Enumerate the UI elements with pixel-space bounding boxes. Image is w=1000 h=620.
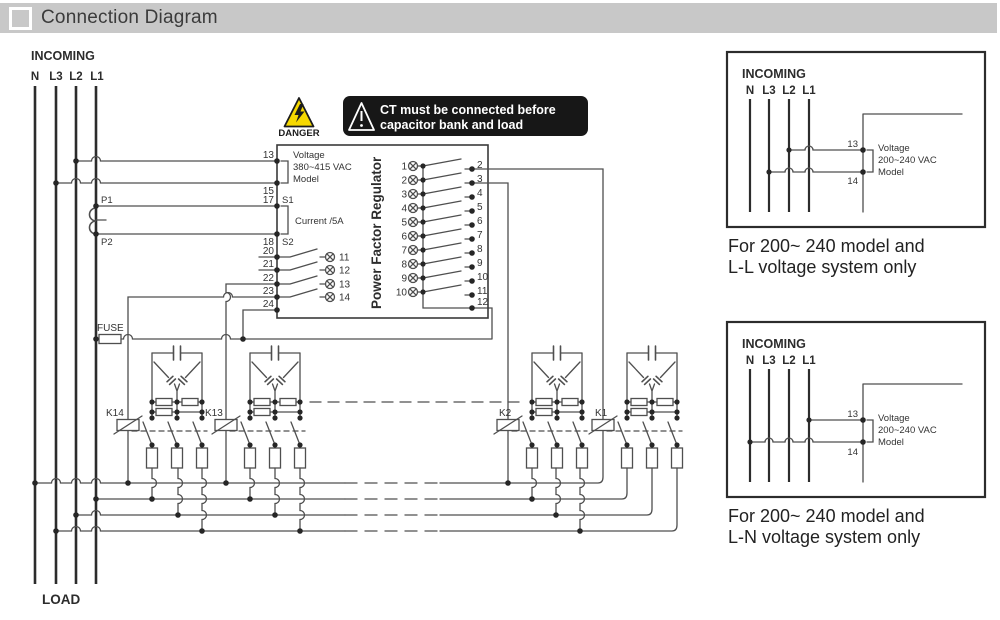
step-lamp-label-7: 7 <box>401 245 407 257</box>
output-terminal-label-8: 8 <box>477 244 483 255</box>
contactor-label-k14: K14 <box>106 408 124 419</box>
inset-ln-voltage-note-2: 200~240 VAC <box>878 425 937 436</box>
step-lamp-label-8: 8 <box>401 259 407 271</box>
voltage-note-2: 380~415 VAC <box>293 162 352 173</box>
junction-dots <box>32 158 583 534</box>
fuse-branch <box>96 308 492 344</box>
terminal-label-18: 18 <box>262 237 274 248</box>
inset-ln-phase-l1: L1 <box>802 355 816 367</box>
inset-ll-phase-l2: L2 <box>782 85 796 97</box>
terminal-label-23: 23 <box>262 286 274 297</box>
inset-ll-phase-n: N <box>745 85 755 97</box>
step-rows <box>409 159 473 297</box>
step-lamp-label-4: 4 <box>401 203 407 215</box>
alarm-lamp-label-13: 13 <box>339 279 351 291</box>
regulator-box <box>259 145 489 318</box>
inset-ln-phase-n: N <box>745 355 755 367</box>
output-terminal-label-4: 4 <box>477 188 483 199</box>
voltage-note-1: Voltage <box>293 150 325 161</box>
terminal-label-20: 20 <box>262 246 274 257</box>
load-label: LOAD <box>42 592 81 607</box>
inset-ln-voltage <box>727 322 985 547</box>
contactor-label-k1: K1 <box>595 408 608 419</box>
inset-ll-terminal-13: 13 <box>847 139 858 150</box>
danger-sign <box>278 98 319 139</box>
inset-ln-voltage-note-3: Model <box>878 437 904 448</box>
ct-transformer <box>90 195 278 248</box>
inset-ll-incoming-label: INCOMING <box>742 67 806 81</box>
s2-label: S2 <box>282 237 294 248</box>
main-diagram <box>31 49 683 607</box>
inset-ll-caption-2: L-L voltage system only <box>728 257 917 277</box>
output-terminal-label-7: 7 <box>477 230 483 241</box>
voltage-note-3: Model <box>293 174 319 185</box>
step-contact-bank <box>396 159 489 308</box>
inset-ln-phase-l2: L2 <box>782 355 796 367</box>
ct-p1-label: P1 <box>101 195 113 206</box>
inset-ln-phase-l3: L3 <box>762 355 776 367</box>
alarm-lamp-label-12: 12 <box>339 265 351 277</box>
regulator-title: Power Factor Regulator <box>369 156 384 309</box>
inset-ll-voltage-note-2: 200~240 VAC <box>878 155 937 166</box>
terminal-label-13: 13 <box>262 150 274 161</box>
danger-label: DANGER <box>278 128 320 139</box>
phase-label-l3: L3 <box>49 71 63 83</box>
step-lamp-label-9: 9 <box>401 273 407 285</box>
inset-ll-voltage-note-3: Model <box>878 167 904 178</box>
output-terminal-label-9: 9 <box>477 258 483 269</box>
inset-ll-phase-l1: L1 <box>802 85 816 97</box>
fuse-label: FUSE <box>97 323 124 334</box>
inset-ll-voltage <box>727 52 985 277</box>
terminal-label-21: 21 <box>262 259 274 270</box>
fuse-symbol <box>99 335 121 344</box>
warning-text-line2: capacitor bank and load <box>380 118 524 132</box>
inset-ll-phase-l3: L3 <box>762 85 776 97</box>
output-terminal-label-5: 5 <box>477 202 483 213</box>
inset-ll-voltage-note-1: Voltage <box>878 143 910 154</box>
incoming-feeders <box>31 49 104 607</box>
output-terminal-label-3: 3 <box>477 174 483 185</box>
alarm-lamp-label-14: 14 <box>339 292 351 304</box>
step-lamp-label-5: 5 <box>401 217 407 229</box>
section-title: Connection Diagram <box>41 7 218 28</box>
output-terminal-label-10: 10 <box>477 272 489 283</box>
step-lamp-label-2: 2 <box>401 175 407 187</box>
terminal-label-17: 17 <box>262 195 274 206</box>
ct-p2-label: P2 <box>101 237 113 248</box>
control-wires <box>128 169 603 483</box>
inset-ln-terminal-13: 13 <box>847 409 858 420</box>
output-terminal-label-2: 2 <box>477 160 483 171</box>
phase-label-l1: L1 <box>90 71 104 83</box>
inset-ln-voltage-note-1: Voltage <box>878 413 910 424</box>
voltage-sense-wires <box>56 157 277 184</box>
inset-ll-terminal-14: 14 <box>847 176 858 187</box>
output-terminal-label-6: 6 <box>477 216 483 227</box>
terminal-label-22: 22 <box>262 273 274 284</box>
terminal-label-24: 24 <box>262 299 274 310</box>
step-lamp-label-10: 10 <box>395 287 407 299</box>
warning-text-line1: CT must be connected before <box>380 103 556 117</box>
step-lamp-label-6: 6 <box>401 231 407 243</box>
terminal-label-15: 15 <box>262 186 274 197</box>
contactor-label-k13: K13 <box>205 408 223 419</box>
inset-ln-terminal-14: 14 <box>847 447 858 458</box>
output-terminal-label-12: 12 <box>477 297 489 308</box>
inset-ll-caption-1: For 200~ 240 model and <box>728 236 925 256</box>
phase-label-n: N <box>30 71 40 83</box>
incoming-label: INCOMING <box>31 49 95 63</box>
warning-banner <box>343 96 588 136</box>
s1-label: S1 <box>282 195 294 206</box>
alarm-contact-bank <box>277 249 351 304</box>
inset-ln-caption-2: L-N voltage system only <box>728 527 921 547</box>
output-terminal-label-11: 11 <box>477 286 488 297</box>
contactor-label-k2: K2 <box>499 408 512 419</box>
inset-ln-caption-1: For 200~ 240 model and <box>728 506 925 526</box>
inset-ln-incoming-label: INCOMING <box>742 337 806 351</box>
current-note: Current /5A <box>295 216 344 227</box>
alarm-lamp-label-11: 11 <box>339 252 350 264</box>
step-lamp-label-3: 3 <box>401 189 407 201</box>
phase-label-l2: L2 <box>69 71 83 83</box>
step-lamp-label-1: 1 <box>401 161 407 173</box>
